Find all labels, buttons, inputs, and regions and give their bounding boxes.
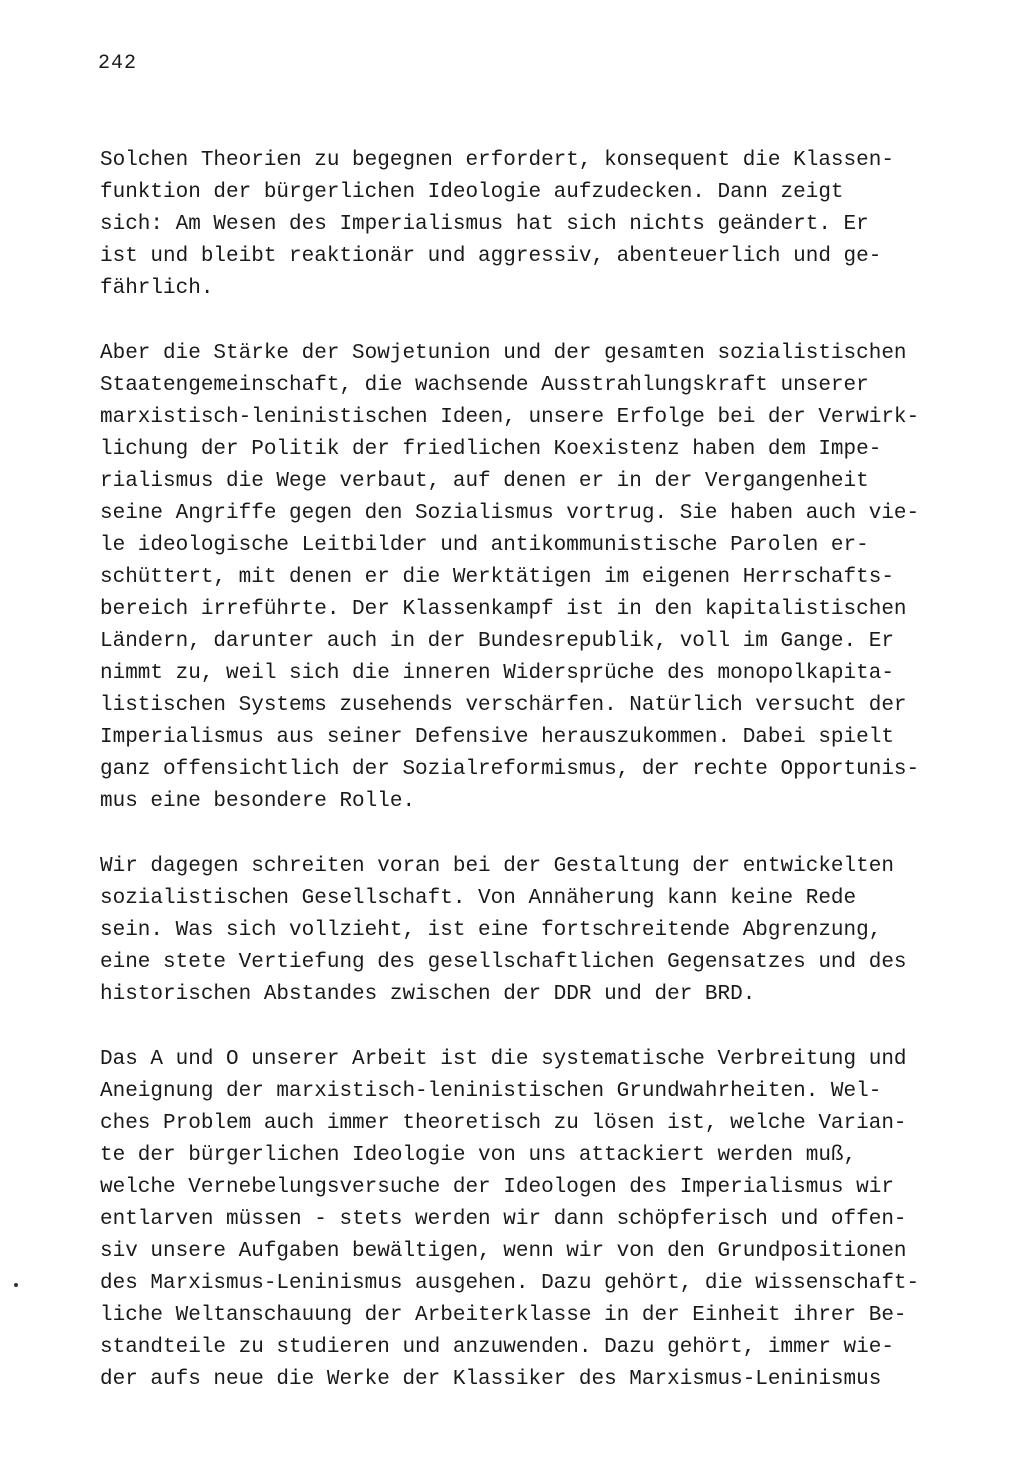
scan-speck [14, 1283, 18, 1287]
text-line: welche Vernebelungsversuche der Ideologen des Imperialismus wir [100, 1176, 894, 1199]
text-line: Wir dagegen schreiten voran bei der Gestaltung der entwickelten [100, 855, 894, 878]
text-line: seine Angriffe gegen den Sozialismus vortrug. Sie haben auch vie- [100, 502, 920, 525]
text-line: te der bürgerlichen Ideologie von uns attackiert werden muß, [100, 1144, 857, 1167]
text-line: ches Problem auch immer theoretisch zu lösen ist, welche Varian- [100, 1112, 907, 1135]
text-line: Imperialismus aus seiner Defensive herauszukommen. Dabei spielt [100, 726, 894, 749]
text-line: der aufs neue die Werke der Klassiker des Marxismus-Leninismus [100, 1368, 882, 1391]
text-line: ganz offensichtlich der Sozialreformismus, der rechte Opportunis- [100, 758, 920, 781]
text-line: eine stete Vertiefung des gesellschaftlichen Gegensatzes und des [100, 951, 907, 974]
text-line: Staatengemeinschaft, die wachsende Ausstrahlungskraft unserer [100, 374, 869, 397]
text-line: nimmt zu, weil sich die inneren Widersprüche des monopolkapita- [100, 662, 894, 685]
text-line: sich: Am Wesen des Imperialismus hat sich nichts geändert. Er [100, 213, 869, 236]
text-line: Das A und O unserer Arbeit ist die systematische Verbreitung und [100, 1048, 907, 1071]
text-line: Solchen Theorien zu begegnen erfordert, konsequent die Klassen- [100, 149, 894, 172]
text-line: funktion der bürgerlichen Ideologie aufzudecken. Dann zeigt [100, 181, 844, 204]
text-line: marxistisch-leninistischen Ideen, unsere Erfolge bei der Verwirk- [100, 406, 920, 429]
text-line: ist und bleibt reaktionär und aggressiv, abenteuerlich und ge- [100, 245, 882, 268]
page-number: 242 [98, 52, 138, 75]
text-line: sozialistischen Gesellschaft. Von Annäherung kann keine Rede [100, 887, 857, 910]
text-line: bereich irreführte. Der Klassenkampf ist in den kapitalistischen [100, 598, 907, 621]
text-line: fährlich. [100, 277, 214, 300]
text-line: siv unsere Aufgaben bewältigen, wenn wir von den Grundpositionen [100, 1240, 907, 1263]
text-line: entlarven müssen - stets werden wir dann schöpferisch und offen- [100, 1208, 907, 1231]
text-line: lichung der Politik der friedlichen Koexistenz haben dem Impe- [100, 438, 882, 461]
text-line: listischen Systems zusehends verschärfen. Natürlich versucht der [100, 694, 907, 717]
text-line: le ideologische Leitbilder und antikommunistische Parolen er- [100, 534, 869, 557]
text-line: sein. Was sich vollzieht, ist eine fortschreitende Abgrenzung, [100, 919, 882, 942]
text-line: mus eine besondere Rolle. [100, 790, 416, 813]
text-line: liche Weltanschauung der Arbeiterklasse in der Einheit ihrer Be- [100, 1304, 907, 1327]
text-line: standteile zu studieren und anzuwenden. Dazu gehört, immer wie- [100, 1336, 894, 1359]
text-line: rialismus die Wege verbaut, auf denen er in der Vergangenheit [100, 470, 869, 493]
text-line: Ländern, darunter auch in der Bundesrepublik, voll im Gange. Er [100, 630, 894, 653]
text-line: Aber die Stärke der Sowjetunion und der gesamten sozialistischen [100, 342, 907, 365]
text-line: Aneignung der marxistisch-leninistischen Grundwahrheiten. Wel- [100, 1080, 882, 1103]
text-line: schüttert, mit denen er die Werktätigen im eigenen Herrschafts- [100, 566, 894, 589]
text-line: historischen Abstandes zwischen der DDR und der BRD. [100, 983, 756, 1006]
text-line: des Marxismus-Leninismus ausgehen. Dazu gehört, die wissenschaft- [100, 1272, 920, 1295]
